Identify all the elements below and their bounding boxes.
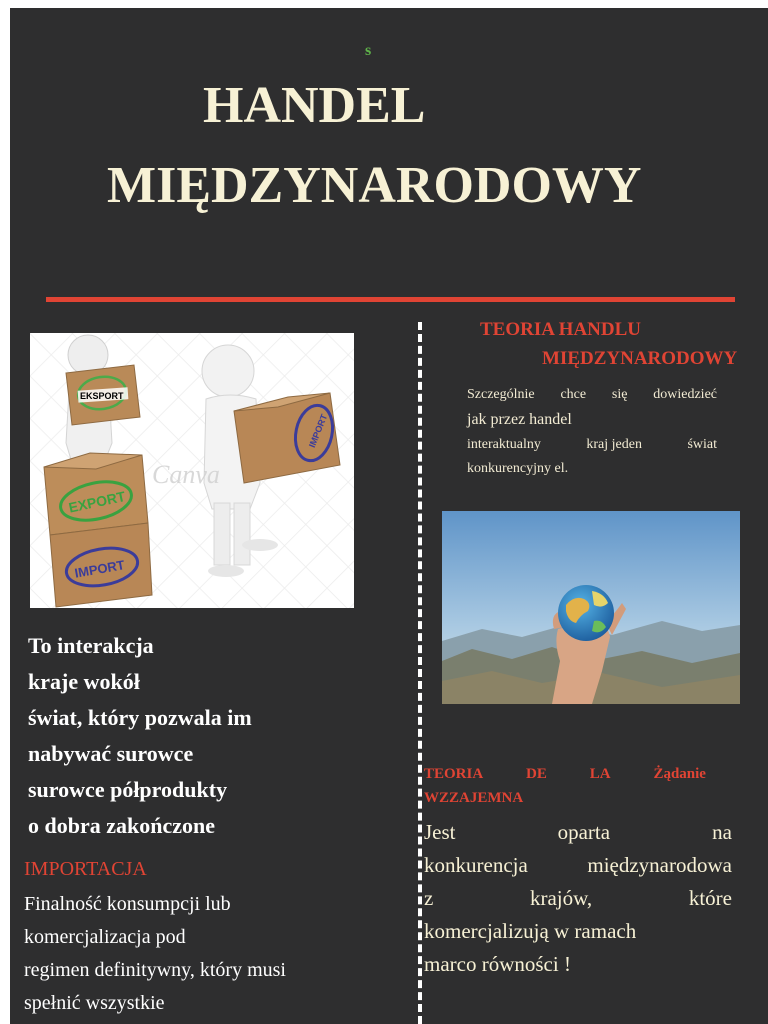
word: dowiedzieć bbox=[653, 387, 717, 402]
title-line-2: MIĘDZYNARODOWY bbox=[107, 157, 642, 214]
globe-landscape-image bbox=[442, 511, 740, 704]
canva-watermark: Canva bbox=[152, 460, 220, 489]
word: krajów, bbox=[529, 886, 593, 910]
export-import-figures-image bbox=[30, 333, 354, 608]
word: chce bbox=[560, 387, 587, 402]
teoria-de-la-heading-line-1 bbox=[424, 762, 706, 786]
word: oparta bbox=[557, 820, 611, 844]
teoria-de-la-line-4: komercjalizują w ramach bbox=[424, 919, 637, 943]
lead-paragraph bbox=[28, 628, 358, 844]
teoria-body-line-3 bbox=[467, 433, 717, 457]
lead-line: surowce półprodukty bbox=[28, 777, 228, 802]
teoria-de-la-body bbox=[424, 816, 732, 981]
word: kraj jeden bbox=[586, 437, 642, 452]
import-stamp-text-bottom: IMPORT bbox=[73, 557, 126, 581]
word: Jest bbox=[424, 820, 456, 844]
red-divider-line bbox=[46, 297, 735, 302]
importacja-heading: IMPORTACJA bbox=[24, 858, 147, 880]
eksport-stamp-text: EKSPORT bbox=[80, 391, 124, 401]
teoria-de-la-heading bbox=[424, 762, 706, 810]
export-stamp-text: EXPORT bbox=[67, 488, 127, 516]
lead-line: o dobra zakończone bbox=[28, 813, 215, 838]
importacja-line: komercjalizacja pod bbox=[24, 926, 186, 948]
word: interaktualny bbox=[467, 437, 541, 452]
word: międzynarodowa bbox=[587, 853, 732, 877]
lead-line: świat, który pozwala im bbox=[28, 705, 252, 730]
dashed-column-divider bbox=[418, 322, 422, 1024]
teoria-de-la-heading-line-2: WZZAJEMNA bbox=[424, 790, 524, 806]
export-import-illustration bbox=[30, 333, 354, 608]
teoria-de-la-line-5: marco równości ! bbox=[424, 952, 571, 976]
word: które bbox=[688, 886, 732, 910]
word: z bbox=[424, 886, 434, 910]
teoria-heading-line-1: TEORIA HANDLU bbox=[480, 319, 641, 340]
importacja-line: spełnić wszystkie bbox=[24, 992, 165, 1014]
teoria-heading-line-2: MIĘDZYNARODOWY bbox=[542, 348, 738, 369]
teoria-body-line-2: jak przez handel bbox=[467, 411, 572, 428]
lead-line: To interakcja bbox=[28, 633, 154, 658]
lead-line: kraje wokół bbox=[28, 669, 140, 694]
word: Żądanie bbox=[653, 766, 706, 782]
word: świat bbox=[687, 437, 717, 452]
teoria-body bbox=[467, 383, 717, 481]
word: DE bbox=[526, 766, 547, 782]
word: LA bbox=[589, 766, 611, 782]
importacja-body bbox=[24, 888, 354, 1020]
teoria-de-la-line-2 bbox=[424, 849, 732, 882]
teoria-body-line-1 bbox=[467, 383, 717, 407]
title-line-1: HANDEL bbox=[203, 77, 426, 134]
globe-in-hand-photo bbox=[442, 511, 740, 704]
flyer-page bbox=[10, 8, 768, 1024]
lead-line: nabywać surowce bbox=[28, 741, 194, 766]
small-mark: s bbox=[365, 42, 372, 59]
importacja-line: Finalność konsumpcji lub bbox=[24, 893, 231, 915]
word: konkurencja bbox=[424, 853, 528, 877]
word: Szczególnie bbox=[467, 387, 535, 402]
teoria-de-la-line-3 bbox=[424, 882, 732, 915]
word: się bbox=[611, 387, 628, 402]
import-stamp-text-top: IMPORT bbox=[306, 412, 330, 449]
word: TEORIA bbox=[424, 766, 484, 782]
teoria-body-line-4: konkurencyjny el. bbox=[467, 461, 569, 476]
word: na bbox=[712, 820, 732, 844]
importacja-line: regimen definitywny, który musi bbox=[24, 959, 286, 981]
teoria-de-la-line-1 bbox=[424, 816, 732, 849]
